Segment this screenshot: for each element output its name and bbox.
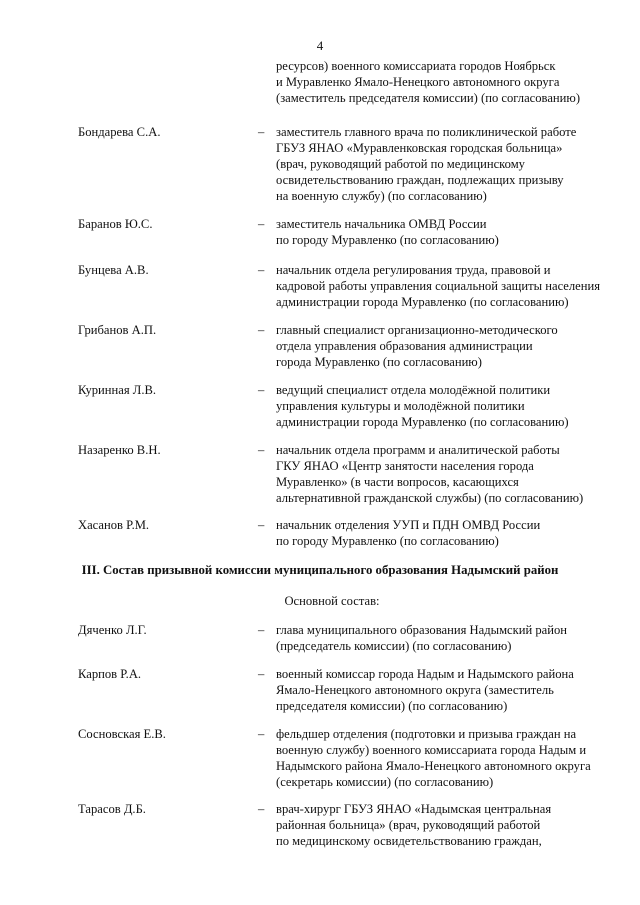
role-line: кадровой работы управления социальной защиты населения: [276, 279, 601, 293]
role-line: начальник отдела регулирования труда, правовой и: [276, 263, 551, 277]
role-line: заместитель начальника ОМВД России: [276, 217, 487, 231]
member-role: [276, 382, 569, 430]
role-line: по медицинскому освидетельствованию граждан,: [276, 834, 542, 848]
member-name: Сосновская Е.В.: [78, 727, 166, 741]
text-line: ресурсов) военного комиссариата городов Ноябрьск: [276, 59, 556, 73]
member-name: Хасанов Р.М.: [78, 518, 150, 532]
role-line: по городу Муравленко (по согласованию): [276, 534, 499, 548]
role-line: ГКУ ЯНАО «Центр занятости населения города: [276, 459, 534, 473]
dash-separator: –: [258, 727, 265, 741]
subheading: Основной состав:: [284, 594, 380, 608]
role-line: ГБУЗ ЯНАО «Муравленковская городская больница»: [276, 141, 563, 155]
continuation-text: [276, 58, 580, 106]
role-line: управления культуры и молодёжной политики: [276, 399, 525, 413]
dash-separator: –: [258, 667, 265, 681]
role-line: (врач, руководящий работой по медицинскому: [276, 157, 525, 171]
member-role: [276, 517, 540, 549]
member-role: [276, 262, 600, 310]
dash-separator: –: [258, 263, 265, 277]
text-line: (заместитель председателя комиссии) (по согласованию): [276, 91, 581, 105]
section-heading: III. Состав призывной комиссии муниципального образования Надымский район: [81, 563, 559, 577]
member-name: Карпов Р.А.: [78, 667, 142, 681]
role-line: Ямало-Ненецкого автономного округа (заместитель: [276, 683, 554, 697]
role-line: начальник отделения УУП и ПДН ОМВД России: [276, 518, 541, 532]
role-line: на военную службу) (по согласованию): [276, 189, 487, 203]
member-name: Грибанов А.П.: [78, 323, 157, 337]
role-line: города Муравленко (по согласованию): [276, 355, 482, 369]
role-line: председателя комиссии) (по согласованию): [276, 699, 508, 713]
member-name: Тарасов Д.Б.: [78, 802, 146, 816]
role-line: освидетельствованию граждан, подлежащих призыву: [276, 173, 564, 187]
role-line: фельдшер отделения (подготовки и призыва граждан на: [276, 727, 577, 741]
dash-separator: –: [258, 802, 265, 816]
role-line: глава муниципального образования Надымский район: [276, 623, 568, 637]
member-name: Дяченко Л.Г.: [78, 623, 147, 637]
dash-separator: –: [258, 383, 265, 397]
role-line: администрации города Муравленко (по согласованию): [276, 415, 569, 429]
role-line: отдела управления образования администрации: [276, 339, 533, 353]
member-role: [276, 322, 558, 370]
role-line: Надымского района Ямало-Ненецкого автономного округа: [276, 759, 591, 773]
role-line: (председатель комиссии) (по согласованию): [276, 639, 512, 653]
role-line: Муравленко» (в части вопросов, касающихся: [276, 475, 519, 489]
member-name: Назаренко В.Н.: [78, 443, 161, 457]
dash-separator: –: [258, 125, 265, 139]
member-role: [276, 726, 591, 790]
dash-separator: –: [258, 623, 265, 637]
member-role: [276, 622, 567, 654]
member-name: Бондарева С.А.: [78, 125, 161, 139]
member-name: Куринная Л.В.: [78, 383, 157, 397]
role-line: начальник отдела программ и аналитической работы: [276, 443, 560, 457]
role-line: администрации города Муравленко (по согласованию): [276, 295, 569, 309]
role-line: районная больница» (врач, руководящий работой: [276, 818, 541, 832]
member-name: Баранов Ю.С.: [78, 217, 153, 231]
member-role: [276, 124, 576, 204]
member-role: [276, 801, 551, 849]
member-role: [276, 216, 499, 248]
member-name: Бунцева А.В.: [78, 263, 149, 277]
dash-separator: –: [258, 443, 265, 457]
role-line: заместитель главного врача по поликлинической работе: [276, 125, 577, 139]
role-line: врач-хирург ГБУЗ ЯНАО «Надымская центральная: [276, 802, 552, 816]
dash-separator: –: [258, 323, 265, 337]
role-line: по городу Муравленко (по согласованию): [276, 233, 499, 247]
role-line: главный специалист организационно-методического: [276, 323, 558, 337]
role-line: военный комиссар города Надым и Надымского района: [276, 667, 574, 681]
role-line: альтернативной гражданской службы) (по согласованию): [276, 491, 584, 505]
member-role: [276, 666, 574, 714]
dash-separator: –: [258, 518, 265, 532]
role-line: военную службу) военного комиссариата города Надым и: [276, 743, 587, 757]
dash-separator: –: [258, 217, 265, 231]
page-number: 4: [316, 38, 324, 53]
role-line: ведущий специалист отдела молодёжной политики: [276, 383, 551, 397]
text-line: и Муравленко Ямало-Ненецкого автономного округа: [276, 75, 560, 89]
member-role: [276, 442, 583, 506]
role-line: (секретарь комиссии) (по согласованию): [276, 775, 494, 789]
